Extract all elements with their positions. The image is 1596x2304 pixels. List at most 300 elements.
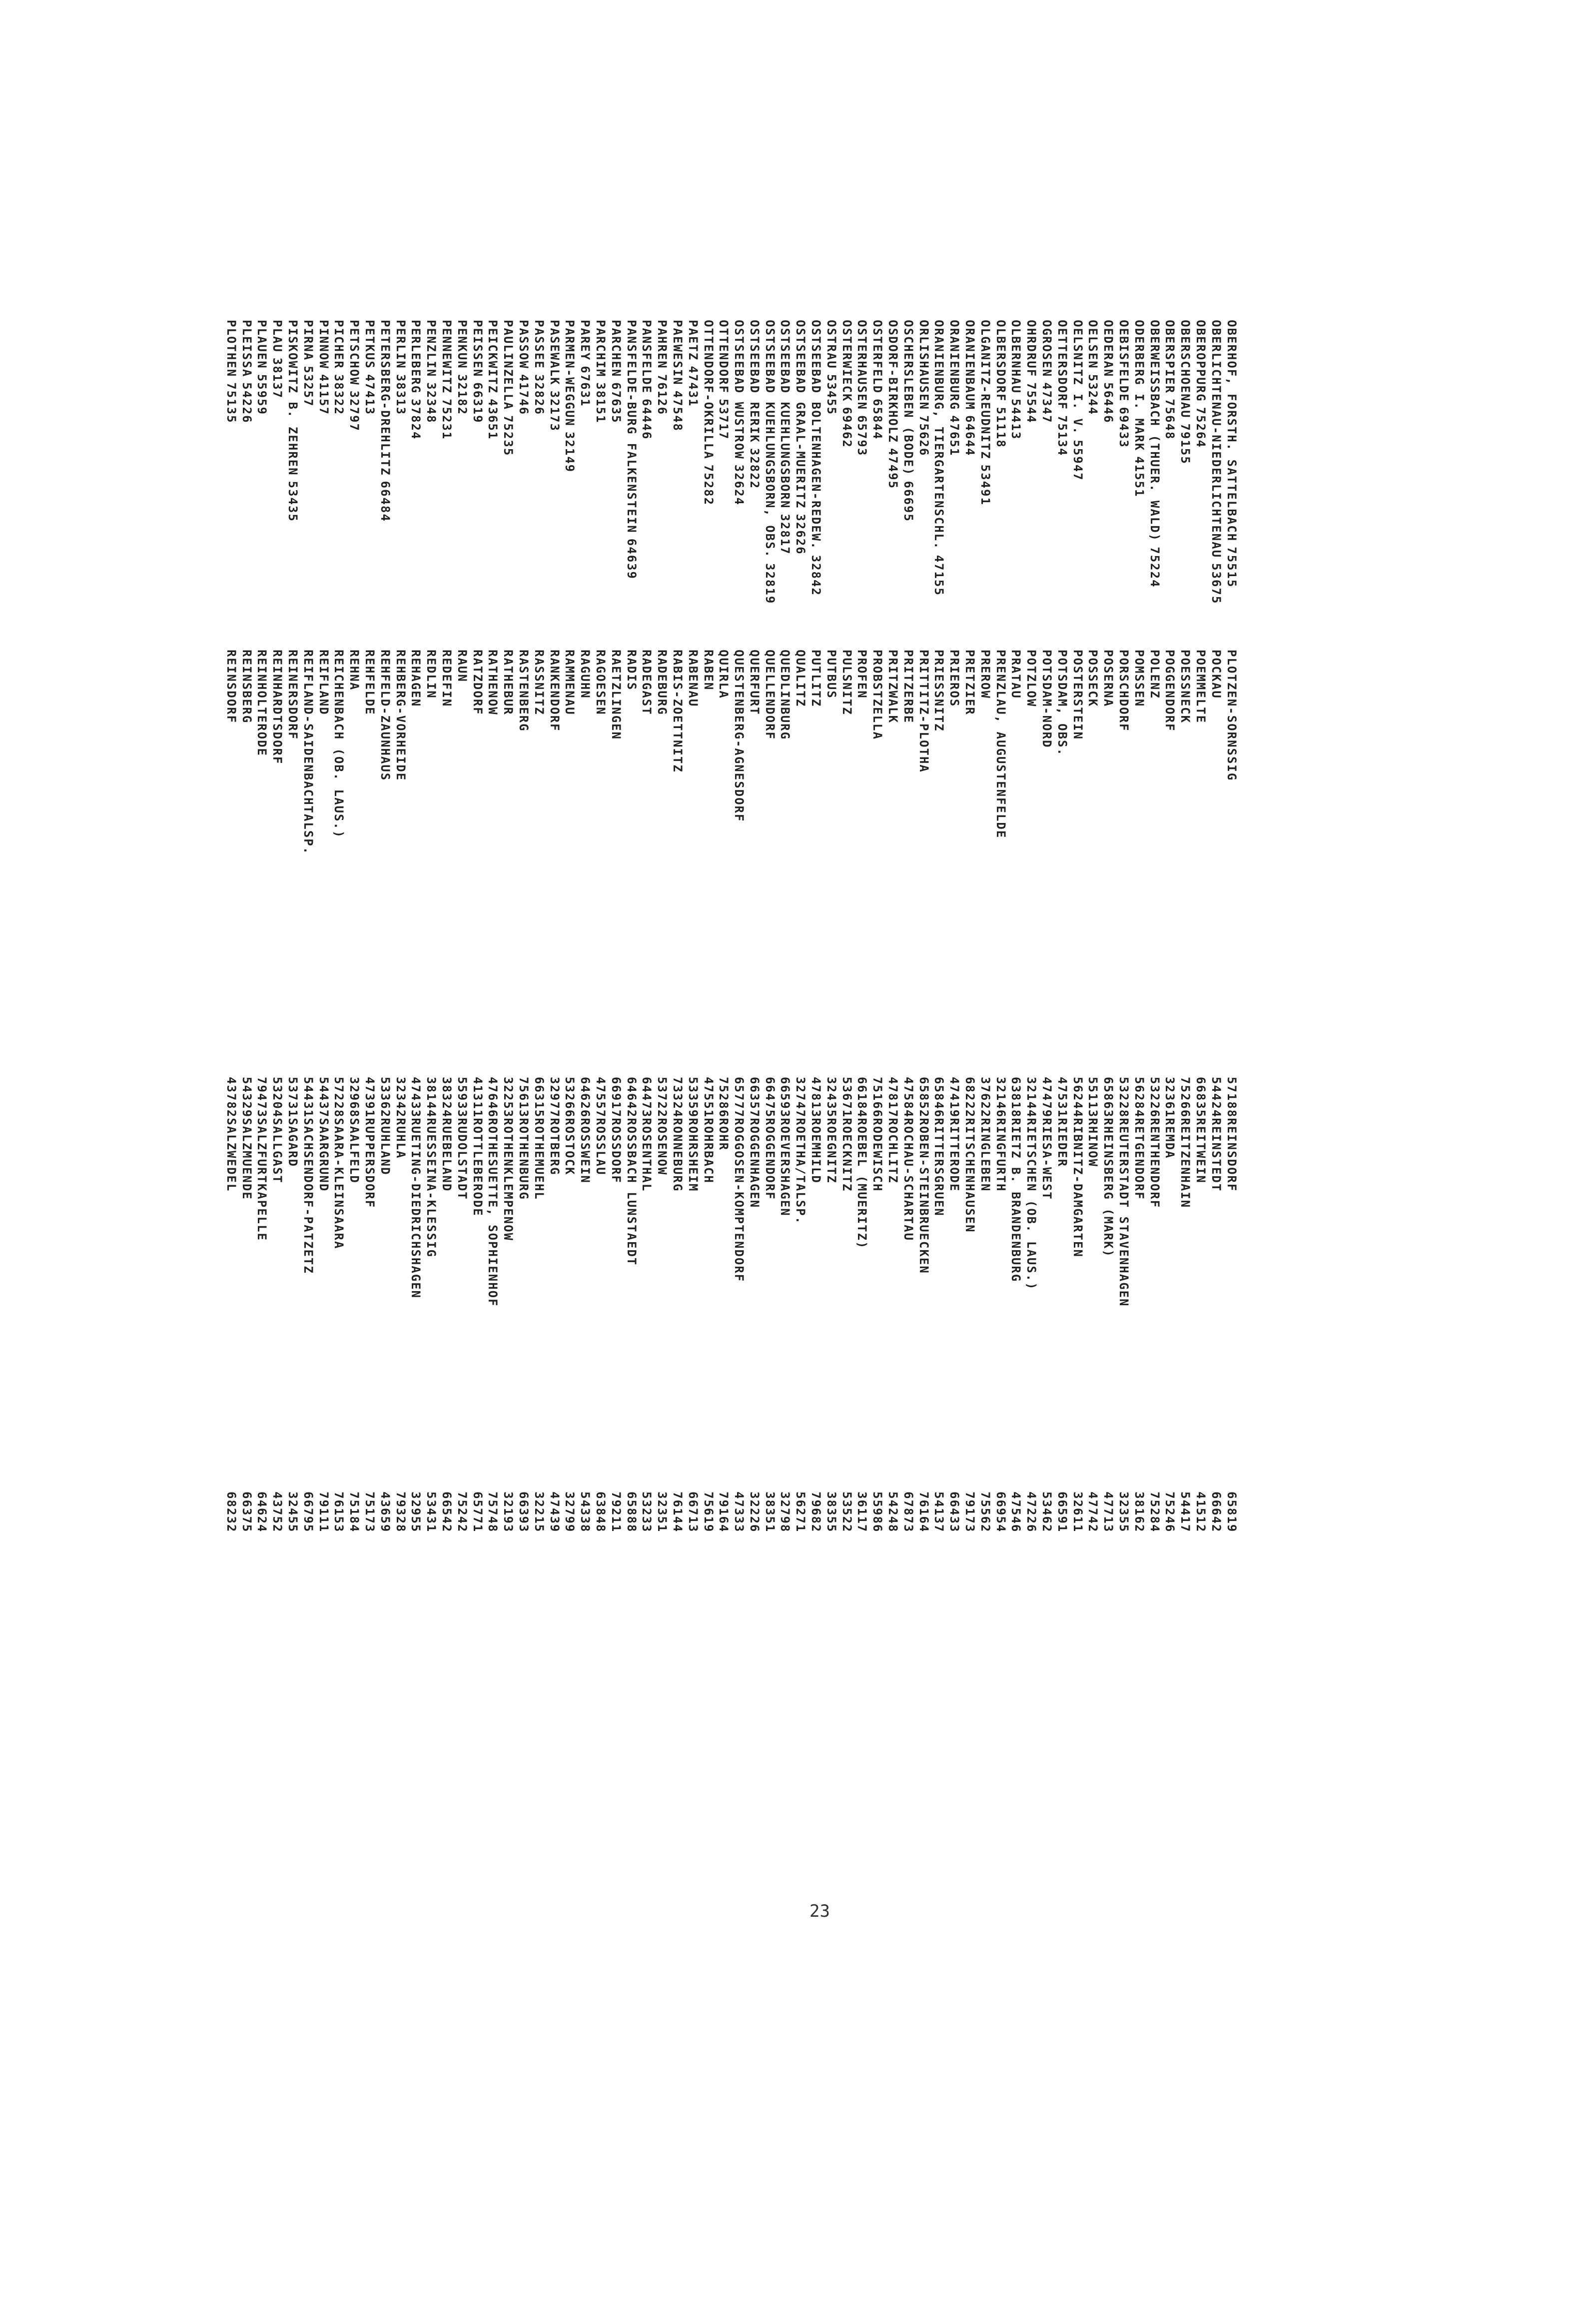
place-name: PORSCHDORF bbox=[1117, 650, 1131, 732]
place-name: ORANIENBURG, TIERGARTENSCHL. bbox=[932, 320, 946, 550]
list-item bbox=[285, 1072, 301, 1307]
list-item bbox=[362, 320, 378, 604]
list-item bbox=[470, 1487, 485, 1533]
postal-code: 32253 bbox=[501, 1077, 516, 1118]
list-item bbox=[1101, 1072, 1116, 1307]
place-name: POSERNA bbox=[1101, 650, 1116, 708]
postal-code: 75134 bbox=[1055, 415, 1069, 457]
place-name: ROSTOCK bbox=[563, 1118, 577, 1176]
place-name: REITZENHAIN bbox=[1178, 1118, 1193, 1209]
place-name: RIETSCHEN (OB. LAUS.) bbox=[1024, 1118, 1039, 1291]
postal-code: 38355 bbox=[824, 1492, 838, 1533]
list-item bbox=[608, 1072, 624, 1307]
place-name: REDLIN bbox=[424, 650, 439, 699]
place-name: PEICKWITZ bbox=[486, 320, 500, 394]
place-name: ROETHA/TALSP. bbox=[794, 1118, 808, 1225]
place-name: RIEDER bbox=[1055, 1118, 1069, 1167]
list-item bbox=[931, 650, 947, 855]
list-item bbox=[377, 1487, 393, 1533]
list-item bbox=[947, 1487, 962, 1533]
place-name: PRIEROS bbox=[947, 650, 962, 708]
postal-code: 32355 bbox=[1117, 1492, 1131, 1533]
list-item bbox=[1116, 320, 1132, 604]
list-item bbox=[624, 320, 639, 604]
postal-code: 53257 bbox=[301, 366, 315, 407]
postal-code: 65863 bbox=[1101, 1077, 1116, 1118]
postal-code: 75184 bbox=[347, 1492, 362, 1533]
list-item bbox=[1008, 1072, 1024, 1307]
postal-code: 56271 bbox=[794, 1492, 808, 1533]
list-item bbox=[254, 320, 270, 604]
place-name: RITTERODE bbox=[947, 1118, 962, 1192]
postal-code: 65793 bbox=[855, 415, 869, 457]
list-item bbox=[624, 650, 639, 855]
place-name: PRATAU bbox=[1009, 650, 1023, 699]
postal-code: 79173 bbox=[963, 1492, 977, 1533]
place-name: OGROSEN bbox=[1040, 320, 1054, 378]
place-name: RONNEBURG bbox=[670, 1118, 685, 1192]
place-name: OBEROPPURG bbox=[1194, 320, 1208, 402]
postal-code: 41157 bbox=[316, 374, 331, 415]
postal-code: 38313 bbox=[393, 374, 408, 415]
list-item bbox=[1024, 1072, 1039, 1307]
place-name: PARMEN-WEGGUN bbox=[563, 320, 577, 427]
place-name: ROCHLITZ bbox=[886, 1118, 900, 1184]
list-item bbox=[778, 1072, 793, 1307]
postal-code: 47713 bbox=[1101, 1492, 1116, 1533]
place-name: RABIS-ZOETTNITZ bbox=[670, 650, 685, 773]
list-item bbox=[531, 650, 547, 855]
postal-code: 54437 bbox=[316, 1077, 331, 1118]
postal-code: 32822 bbox=[747, 448, 762, 489]
place-name: OSTSEEBAD KUEHLUNGSBORN bbox=[778, 320, 793, 509]
place-name: REUTERSTADT STAVENHAGEN bbox=[1117, 1118, 1131, 1307]
postal-code: 32826 bbox=[532, 374, 546, 415]
postal-code: 66319 bbox=[470, 382, 485, 424]
postal-code: 32182 bbox=[455, 374, 469, 415]
list-item bbox=[823, 320, 839, 604]
postal-code: 63818 bbox=[1009, 1077, 1023, 1118]
place-name: REINHOLTERODE bbox=[255, 650, 269, 757]
postal-code: 51118 bbox=[993, 407, 1008, 448]
list-item bbox=[270, 320, 285, 604]
place-name: ROTHEMUEHL bbox=[532, 1118, 546, 1200]
list-item bbox=[424, 320, 439, 604]
postal-code: 76144 bbox=[670, 1492, 685, 1533]
list-item bbox=[762, 650, 778, 855]
postal-code: 47817 bbox=[886, 1077, 900, 1118]
place-name: ROECKNITZ bbox=[839, 1118, 854, 1192]
list-item bbox=[1224, 320, 1239, 604]
place-name: PULSNITZ bbox=[839, 650, 854, 716]
list-item bbox=[624, 1072, 639, 1307]
place-name: POGGENDORF bbox=[1163, 650, 1177, 732]
postal-code: 53244 bbox=[1086, 374, 1100, 415]
place-name: REINSBERG bbox=[239, 650, 254, 724]
place-name: ROTTLEBERODE bbox=[470, 1118, 485, 1217]
place-name: PETSCHOW bbox=[347, 320, 362, 386]
list-item bbox=[639, 650, 655, 855]
place-name: ODERBERG I. MARK bbox=[1132, 320, 1146, 452]
place-name: ROEVERSHAGEN bbox=[778, 1118, 793, 1217]
list-item bbox=[716, 1487, 732, 1533]
list-item bbox=[793, 320, 808, 604]
postal-code: 47333 bbox=[732, 1492, 747, 1533]
place-name: RIETZ B. BRANDENBURG bbox=[1009, 1118, 1023, 1283]
list-item bbox=[639, 1487, 655, 1533]
list-item bbox=[993, 1487, 1008, 1533]
postal-code: 68232 bbox=[224, 1492, 238, 1533]
postal-code: 53731 bbox=[286, 1077, 300, 1118]
list-item bbox=[300, 1072, 316, 1307]
postal-code: 67631 bbox=[578, 366, 593, 407]
postal-code: 47431 bbox=[686, 366, 700, 407]
place-name: REHBERG-VORHEIDE bbox=[393, 650, 408, 781]
place-name: RIESA-WEST bbox=[1040, 1118, 1054, 1200]
list-item bbox=[424, 1072, 439, 1307]
place-name: QUESTENBERG-AGNESDORF bbox=[732, 650, 747, 822]
place-name: POSTERSTEIN bbox=[1070, 650, 1085, 740]
place-name: POSSECK bbox=[1086, 650, 1100, 708]
place-name: QUEDLINBURG bbox=[778, 650, 793, 740]
postal-code: 67873 bbox=[901, 1492, 915, 1533]
postal-code: 75264 bbox=[1194, 407, 1208, 448]
place-name: SAARA-KLEINSAARA bbox=[332, 1118, 346, 1250]
place-name: RUESSEINA-KLESSIG bbox=[424, 1118, 439, 1258]
postal-code: 47646 bbox=[486, 1077, 500, 1118]
list-item bbox=[239, 1072, 254, 1307]
list-item bbox=[670, 1487, 686, 1533]
list-item bbox=[1147, 1072, 1162, 1307]
place-name: ROGGENHAGEN bbox=[747, 1118, 762, 1209]
place-name: PETERSBERG-DREHLITZ bbox=[378, 320, 392, 476]
list-item bbox=[270, 650, 285, 855]
postal-code: 75648 bbox=[1163, 399, 1177, 440]
postal-code: 37622 bbox=[978, 1077, 992, 1118]
place-name: OSTSEEBAD RERIK bbox=[747, 320, 762, 443]
list-item bbox=[947, 650, 962, 855]
place-name: RABENAU bbox=[686, 650, 700, 708]
postal-code: 37824 bbox=[409, 399, 423, 440]
list-item bbox=[916, 650, 931, 855]
list-item bbox=[285, 1487, 301, 1533]
list-item bbox=[516, 1072, 532, 1307]
list-item bbox=[977, 1487, 993, 1533]
place-name: OLGANITZ-REUDNITZ bbox=[978, 320, 992, 460]
list-item bbox=[347, 1487, 362, 1533]
place-name: SALZWEDEL bbox=[224, 1118, 238, 1192]
postal-code: 32348 bbox=[424, 382, 439, 424]
postal-code: 54338 bbox=[578, 1492, 593, 1533]
place-name: REHFELDE bbox=[362, 650, 377, 716]
postal-code: 76164 bbox=[916, 1492, 931, 1533]
list-item bbox=[670, 320, 686, 604]
postal-code: 55933 bbox=[455, 1077, 469, 1118]
place-name: PRITTITZ-PLOTHA bbox=[916, 650, 931, 773]
list-item bbox=[1131, 650, 1147, 855]
list-item bbox=[1085, 1487, 1101, 1533]
postal-code: 75619 bbox=[701, 1492, 716, 1533]
list-item bbox=[685, 1072, 701, 1307]
list-item bbox=[408, 1072, 424, 1307]
list-item bbox=[900, 1072, 916, 1307]
list-item bbox=[701, 320, 716, 604]
list-item bbox=[1208, 320, 1224, 604]
list-item bbox=[1147, 320, 1162, 604]
place-name: OBERSCHOENAU bbox=[1178, 320, 1193, 419]
postal-code: 54226 bbox=[239, 382, 254, 424]
list-item bbox=[732, 1072, 747, 1307]
postal-code: 32842 bbox=[809, 555, 823, 596]
list-item bbox=[962, 650, 978, 855]
postal-code: 54417 bbox=[1178, 1492, 1193, 1533]
list-item bbox=[331, 320, 347, 604]
list-item bbox=[685, 650, 701, 855]
list-item bbox=[900, 320, 916, 604]
postal-code: 65888 bbox=[624, 1492, 639, 1533]
place-name: RUPPERSDORF bbox=[362, 1118, 377, 1209]
list-item bbox=[1208, 650, 1224, 855]
list-item bbox=[1178, 1487, 1193, 1533]
list-item bbox=[562, 1487, 578, 1533]
list-item bbox=[485, 1487, 501, 1533]
list-item bbox=[562, 1072, 578, 1307]
list-item bbox=[839, 1072, 854, 1307]
postal-code: 47413 bbox=[362, 374, 377, 415]
postal-code: 73324 bbox=[670, 1077, 685, 1118]
place-name: ROTHESUETTE, SOPHIENHOF bbox=[486, 1118, 500, 1307]
postal-code: 53722 bbox=[655, 1077, 670, 1118]
list-item bbox=[377, 320, 393, 604]
postal-code: 56244 bbox=[1070, 1077, 1085, 1118]
list-item bbox=[516, 650, 532, 855]
list-item bbox=[1162, 1487, 1178, 1533]
list-item bbox=[501, 650, 516, 855]
list-item bbox=[1147, 650, 1162, 855]
postal-code: 38162 bbox=[1132, 1492, 1146, 1533]
list-item bbox=[593, 320, 609, 604]
list-item bbox=[531, 320, 547, 604]
postal-code: 66713 bbox=[686, 1492, 700, 1533]
list-item bbox=[470, 1072, 485, 1307]
place-name: ROHR bbox=[717, 1118, 731, 1151]
postal-code: 32968 bbox=[347, 1077, 362, 1118]
list-item bbox=[547, 320, 562, 604]
postal-code: 66795 bbox=[301, 1492, 315, 1533]
postal-code: 54137 bbox=[932, 1492, 946, 1533]
list-item bbox=[716, 1072, 732, 1307]
postal-code: 57188 bbox=[1224, 1077, 1239, 1118]
postal-code: 66917 bbox=[609, 1077, 623, 1118]
list-item bbox=[1070, 1072, 1085, 1307]
list-item bbox=[808, 1072, 824, 1307]
place-name: QUELLENDORF bbox=[763, 650, 777, 740]
place-name: REDEFIN bbox=[439, 650, 454, 708]
postal-code: 47742 bbox=[1086, 1492, 1100, 1533]
place-name: PERLEBERG bbox=[409, 320, 423, 394]
list-item bbox=[1024, 650, 1039, 855]
postal-code: 66375 bbox=[239, 1492, 254, 1533]
list-item bbox=[454, 320, 470, 604]
postal-code: 47479 bbox=[1040, 1077, 1054, 1118]
postal-code: 66591 bbox=[1055, 1492, 1069, 1533]
place-name: RUHLA bbox=[393, 1118, 408, 1159]
list-item bbox=[485, 650, 501, 855]
list-item bbox=[839, 320, 854, 604]
postal-code: 32626 bbox=[794, 514, 808, 555]
place-name: OBERHOF, FORSTH. SATTELBACH bbox=[1224, 320, 1239, 542]
postal-code: 47813 bbox=[809, 1077, 823, 1118]
list-item bbox=[977, 650, 993, 855]
list-item bbox=[1101, 650, 1116, 855]
place-name: RANKENDORF bbox=[547, 650, 562, 732]
list-item bbox=[454, 1487, 470, 1533]
list-item bbox=[393, 1487, 408, 1533]
place-name: REHNA bbox=[347, 650, 362, 691]
place-name: PRITZERBE bbox=[901, 650, 915, 724]
place-name: SALLGAST bbox=[270, 1118, 285, 1184]
postal-code: 53204 bbox=[270, 1077, 285, 1118]
list-item bbox=[454, 1072, 470, 1307]
postal-code: 79164 bbox=[717, 1492, 731, 1533]
list-item bbox=[655, 1072, 670, 1307]
postal-code: 38151 bbox=[593, 382, 608, 424]
list-item bbox=[1024, 1487, 1039, 1533]
list-item bbox=[562, 320, 578, 604]
postal-code: 32173 bbox=[547, 390, 562, 432]
place-name: RHEINSBERG (MARK) bbox=[1101, 1118, 1116, 1258]
postal-code: 66184 bbox=[855, 1077, 869, 1118]
place-name: PASSEE bbox=[532, 320, 546, 369]
list-item bbox=[1162, 1072, 1178, 1307]
list-item bbox=[300, 1487, 316, 1533]
postal-code: 66542 bbox=[439, 1492, 454, 1533]
postal-code: 41311 bbox=[470, 1077, 485, 1118]
place-name: SAALFELD bbox=[347, 1118, 362, 1184]
place-name: ROSSWEIN bbox=[578, 1118, 593, 1184]
postal-code: 32819 bbox=[763, 563, 777, 605]
list-item bbox=[531, 1487, 547, 1533]
postal-code: 36117 bbox=[855, 1492, 869, 1533]
place-name: PANSFELDE-BURG FALKENSTEIN bbox=[624, 320, 639, 534]
place-name: PRETZIER bbox=[963, 650, 977, 716]
listing-column-2 bbox=[40, 650, 1239, 855]
postal-code: 66642 bbox=[1209, 1492, 1223, 1533]
postal-code: 76126 bbox=[655, 374, 670, 415]
list-item bbox=[1178, 650, 1193, 855]
list-item bbox=[1162, 650, 1178, 855]
postal-code: 75748 bbox=[486, 1492, 500, 1533]
list-item bbox=[331, 1072, 347, 1307]
place-name: PREROW bbox=[978, 650, 992, 699]
postal-code: 66357 bbox=[747, 1077, 762, 1118]
postal-code: 75224 bbox=[1147, 547, 1162, 588]
postal-code: 66835 bbox=[1194, 1077, 1208, 1118]
place-name: PAEWESIN bbox=[670, 320, 685, 386]
place-name: RINGLEBEN bbox=[978, 1118, 992, 1192]
postal-code: 32342 bbox=[393, 1077, 408, 1118]
postal-code: 53233 bbox=[640, 1492, 654, 1533]
list-item bbox=[578, 1072, 593, 1307]
postal-code: 32149 bbox=[563, 431, 577, 473]
place-name: POLENZ bbox=[1147, 650, 1162, 699]
place-name: PARCHIM bbox=[593, 320, 608, 378]
postal-code: 38351 bbox=[763, 1492, 777, 1533]
place-name: OSTSEEBAD KUEHLUNGSBORN, OBS. bbox=[763, 320, 777, 559]
postal-code: 43651 bbox=[486, 399, 500, 440]
list-item bbox=[347, 320, 362, 604]
place-name: PAULINZELLA bbox=[501, 320, 516, 410]
list-item bbox=[1101, 320, 1116, 604]
place-name: PENZLIN bbox=[424, 320, 439, 378]
postal-code: 53675 bbox=[1209, 563, 1223, 605]
list-item bbox=[285, 320, 301, 604]
postal-code: 53455 bbox=[824, 374, 838, 415]
postal-code: 43752 bbox=[270, 1492, 285, 1533]
postal-code: 53435 bbox=[286, 481, 300, 522]
place-name: SACHSENDORF-PATZETZ bbox=[301, 1118, 315, 1274]
list-item bbox=[977, 320, 993, 604]
place-name: OETTERSDORF bbox=[1055, 320, 1069, 410]
postal-code: 64642 bbox=[624, 1077, 639, 1118]
place-name: POTSDAM-NORD bbox=[1040, 650, 1054, 749]
place-name: ROBEN-STEINBRUECKEN bbox=[916, 1118, 931, 1274]
list-item bbox=[300, 650, 316, 855]
postal-code: 75286 bbox=[717, 1077, 731, 1118]
place-name: OTTENDORF-OKRILLA bbox=[701, 320, 716, 460]
list-item bbox=[454, 650, 470, 855]
place-name: OSTERHAUSEN bbox=[855, 320, 869, 410]
place-name: PENNEWITZ bbox=[439, 320, 454, 394]
postal-code: 56284 bbox=[1132, 1077, 1146, 1118]
list-item bbox=[808, 1487, 824, 1533]
listing-column-4 bbox=[40, 1487, 1239, 1533]
list-item bbox=[732, 1487, 747, 1533]
list-item bbox=[916, 320, 931, 604]
postal-code: 47651 bbox=[947, 415, 962, 457]
list-item bbox=[916, 1072, 931, 1307]
list-item bbox=[931, 1072, 947, 1307]
list-item bbox=[547, 1487, 562, 1533]
postal-code: 38322 bbox=[332, 374, 346, 415]
list-item bbox=[1193, 1487, 1209, 1533]
postal-code: 64624 bbox=[255, 1492, 269, 1533]
postal-code: 32747 bbox=[794, 1077, 808, 1118]
place-name: PIRNA bbox=[301, 320, 315, 361]
place-name: RITSCHENHAUSEN bbox=[963, 1118, 977, 1233]
place-name: RUETING-DIEDRICHSHAGEN bbox=[409, 1118, 423, 1299]
place-name: PEISSEN bbox=[470, 320, 485, 378]
list-item bbox=[1101, 1487, 1116, 1533]
list-item bbox=[331, 1487, 347, 1533]
place-name: RITTERSGRUEN bbox=[932, 1118, 946, 1217]
postal-code: 32798 bbox=[778, 1492, 793, 1533]
list-item bbox=[808, 650, 824, 855]
list-item bbox=[1208, 1072, 1224, 1307]
list-item bbox=[285, 650, 301, 855]
place-name: REHFELD-ZAUNHAUS bbox=[378, 650, 392, 781]
list-item bbox=[254, 1072, 270, 1307]
list-item bbox=[347, 1072, 362, 1307]
postal-code: 32817 bbox=[778, 514, 793, 555]
list-item bbox=[362, 1487, 378, 1533]
place-name: OEDERAN bbox=[1101, 320, 1116, 378]
postal-code: 43782 bbox=[224, 1077, 238, 1118]
list-item bbox=[223, 1072, 239, 1307]
postal-code: 47347 bbox=[1040, 382, 1054, 424]
list-item bbox=[624, 1487, 639, 1533]
list-item bbox=[870, 1072, 885, 1307]
